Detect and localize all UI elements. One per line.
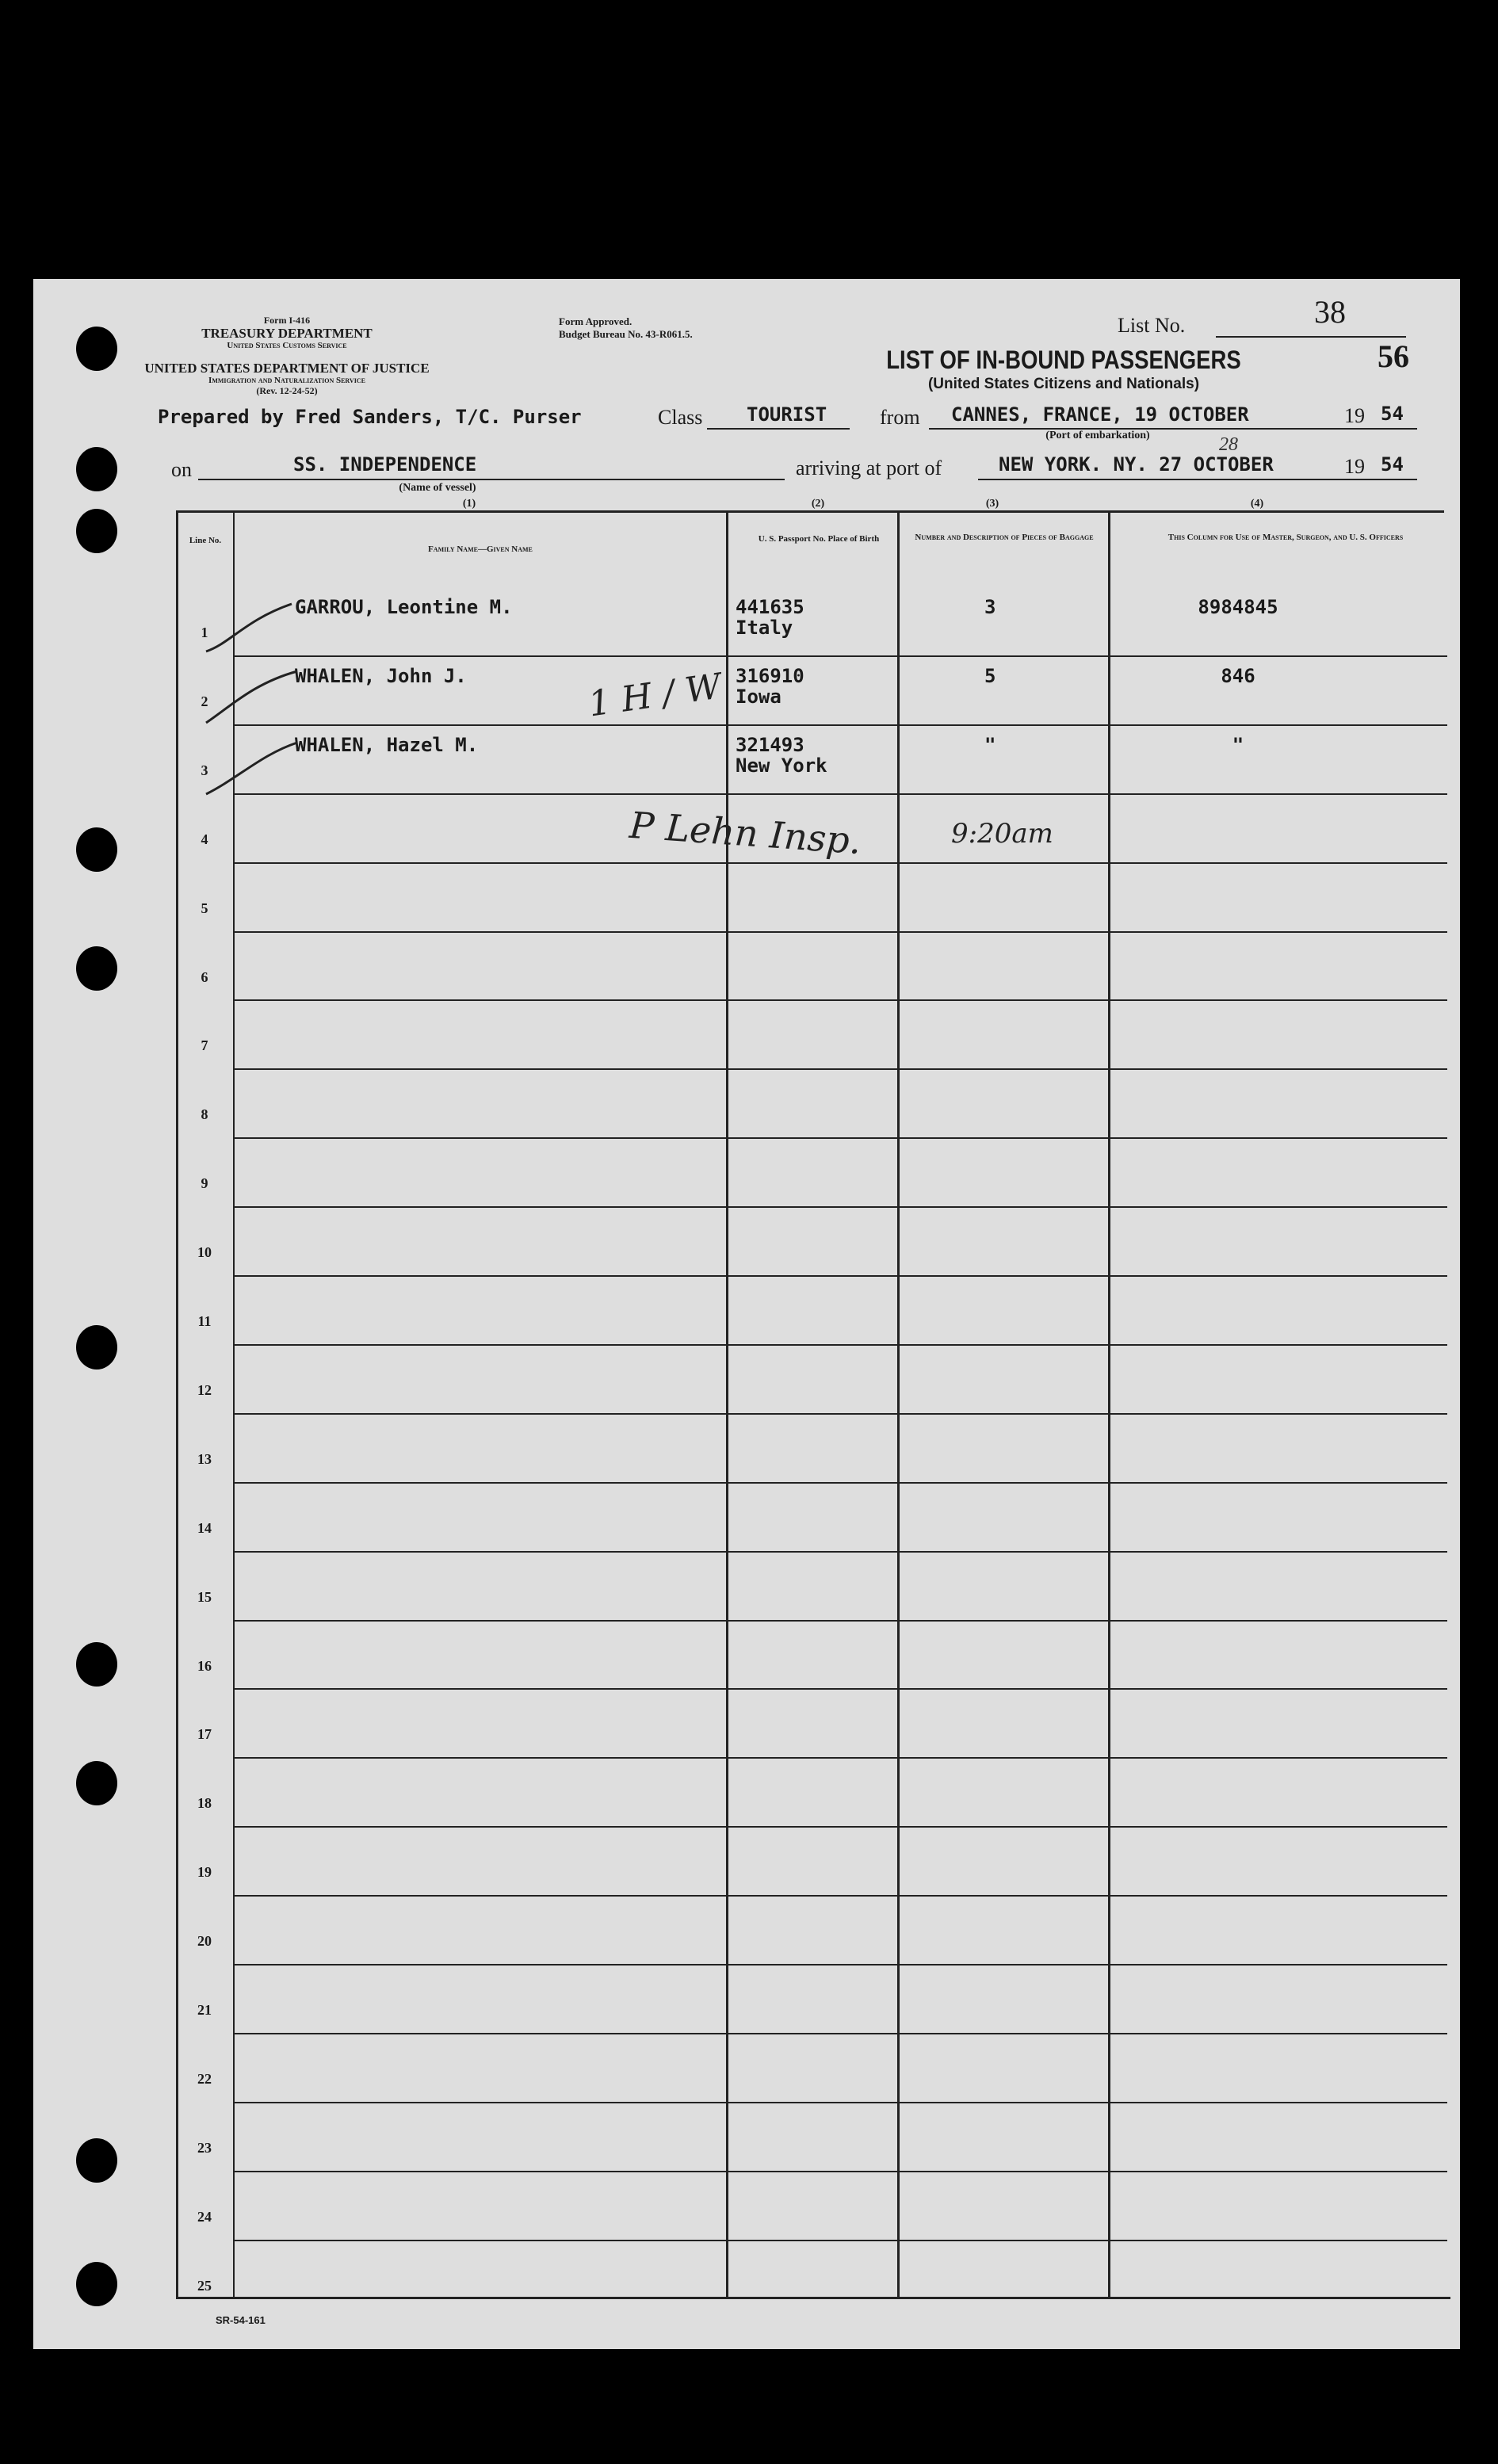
header-line-no: Line No. (189, 536, 222, 545)
inspector-signature: P Lehn Insp. (628, 803, 863, 863)
punch-hole (76, 2262, 117, 2306)
row-divider (235, 999, 1447, 1001)
line-number: 14 (197, 1520, 212, 1536)
col-num-1: (1) (462, 498, 476, 510)
table-bottom-border (176, 2297, 1450, 2299)
passport-number: 316910 (736, 665, 804, 687)
form-title: LIST OF IN-BOUND PASSENGERS (886, 346, 1241, 374)
row-divider (235, 1620, 1447, 1622)
revision: (Rev. 12-24-52) (256, 385, 318, 396)
row-divider (235, 1964, 1447, 1965)
line-number: 16 (197, 1658, 212, 1674)
arriving-label: arriving at port of (796, 457, 942, 479)
passenger-name: GARROU, Leontine M. (295, 596, 513, 618)
line-number: 3 (201, 762, 208, 778)
line-number: 23 (197, 2140, 212, 2156)
vessel-name: SS. INDEPENDENCE (293, 453, 477, 476)
line-number: 25 (197, 2278, 212, 2294)
line-number: 2 (201, 693, 208, 709)
from-label: from (880, 406, 920, 429)
arrival-value: NEW YORK. NY. 27 OCTOBER (999, 453, 1274, 476)
treasury-dept: TREASURY DEPARTMENT (201, 326, 373, 341)
line-number: 18 (197, 1795, 212, 1811)
row-divider (235, 1068, 1447, 1070)
dep-year: 54 (1381, 403, 1404, 425)
arr-year: 54 (1381, 453, 1404, 476)
line-number: 21 (197, 2002, 212, 2018)
line-number: 13 (197, 1451, 212, 1467)
col-divider (897, 510, 900, 2297)
row-divider (235, 793, 1447, 795)
header-passport: U. S. Passport No. Place of Birth (758, 534, 880, 544)
row-divider (235, 862, 1447, 864)
class-value: TOURIST (747, 403, 827, 426)
list-number: 38 (1314, 294, 1346, 330)
col-divider (726, 510, 728, 2297)
row-divider (235, 1344, 1447, 1346)
vessel-name-label: (Name of vessel) (399, 482, 476, 494)
punch-hole (76, 946, 117, 991)
list-no-label: List No. (1118, 314, 1186, 337)
col-num-3: (3) (985, 498, 999, 510)
col-num-2: (2) (811, 498, 825, 510)
line-number: 24 (197, 2209, 212, 2225)
officer-note: 846 (1221, 665, 1255, 687)
arr-year-prefix: 19 (1344, 455, 1365, 478)
inspection-time: 9:20am (951, 818, 1053, 850)
arr-year-underline (1373, 479, 1417, 480)
passenger-name: WHALEN, John J. (295, 665, 467, 687)
class-underline (707, 428, 850, 430)
budget-bureau: Budget Bureau No. 43-R061.5. (559, 328, 693, 340)
footer-code: SR-54-161 (216, 2314, 266, 2326)
birthplace: Italy (736, 617, 793, 639)
line-number: 19 (197, 1864, 212, 1880)
header-baggage: Number and Description of Pieces of Baggage (915, 533, 1094, 542)
check-marks (198, 596, 357, 802)
birthplace: Iowa (736, 686, 781, 708)
row-divider (235, 1206, 1447, 1208)
prepared-by: Prepared by Fred Sanders, T/C. Purser (158, 406, 582, 428)
col-num-4: (4) (1250, 498, 1264, 510)
arrival-correction: 28 (1219, 434, 1238, 455)
from-value: CANNES, FRANCE, 19 OCTOBER (951, 403, 1249, 426)
customs-service: United States Customs Service (227, 341, 347, 350)
punch-hole (76, 327, 117, 371)
birthplace: New York (736, 754, 827, 777)
port-embarkation-label: (Port of embarkation) (1045, 430, 1150, 441)
ins-service: Immigration and Naturalization Service (208, 376, 365, 385)
line-number: 10 (197, 1244, 212, 1260)
row-divider (235, 2171, 1447, 2172)
punch-hole (76, 447, 117, 491)
row-divider (235, 931, 1447, 933)
row-divider (235, 1895, 1447, 1897)
punch-hole (76, 827, 117, 872)
punch-hole (76, 1325, 117, 1370)
passport-number: 321493 (736, 734, 804, 756)
line-number: 22 (197, 2071, 212, 2087)
table-left-border (176, 510, 178, 2297)
punch-hole (76, 1642, 117, 1687)
line-number: 20 (197, 1933, 212, 1949)
manifest-page (33, 279, 1460, 2349)
line-number: 15 (197, 1589, 212, 1605)
passport-number: 441635 (736, 596, 804, 618)
row-divider (235, 1826, 1447, 1828)
row-divider (235, 1137, 1447, 1139)
line-number: 12 (197, 1382, 212, 1398)
line-number: 17 (197, 1726, 212, 1742)
officer-note: 8984845 (1198, 596, 1278, 618)
baggage-count: 5 (984, 665, 996, 687)
row-divider (235, 2033, 1447, 2034)
table-top-border (176, 510, 1444, 513)
header-family-name: Family Name—Given Name (428, 544, 533, 554)
on-label: on (171, 458, 192, 481)
line-number: 6 (201, 969, 208, 985)
punch-hole (76, 2138, 117, 2183)
header-officers: This Column for Use of Master, Surgeon, and U. S. Officers (1167, 533, 1404, 542)
vessel-underline (198, 479, 785, 480)
punch-hole (76, 1761, 117, 1805)
row-divider (235, 1688, 1447, 1690)
line-number: 11 (197, 1313, 212, 1329)
row-divider (235, 655, 1447, 657)
row-divider (235, 1482, 1447, 1484)
baggage-count: 3 (984, 596, 996, 618)
line-number: 5 (201, 900, 208, 916)
dep-year-prefix: 19 (1344, 404, 1365, 427)
row-divider (235, 1275, 1447, 1277)
dep-year-underline (1373, 428, 1417, 430)
line-number: 4 (201, 831, 208, 847)
line-number: 1 (201, 625, 208, 640)
form-number: Form I-416 (263, 315, 311, 326)
row-divider (235, 724, 1447, 726)
col-divider (1108, 510, 1110, 2297)
form-subtitle: (United States Citizens and Nationals) (927, 376, 1200, 392)
baggage-count: " (984, 734, 996, 756)
line-number: 8 (201, 1106, 208, 1122)
handwritten-annotation: 1 H / W (586, 666, 724, 725)
row-divider (235, 2240, 1447, 2241)
row-divider (235, 1413, 1447, 1415)
line-number: 9 (201, 1175, 208, 1191)
punch-hole (76, 509, 117, 553)
justice-dept: UNITED STATES DEPARTMENT OF JUSTICE (144, 361, 430, 376)
row-divider (235, 1757, 1447, 1759)
page-number: 56 (1378, 338, 1409, 374)
row-divider (235, 1551, 1447, 1553)
arrival-underline (978, 479, 1373, 480)
class-label: Class (658, 406, 703, 429)
form-approved: Form Approved. (559, 315, 632, 327)
officer-note: " (1232, 734, 1244, 756)
row-divider (235, 2102, 1447, 2103)
line-number: 7 (201, 1037, 208, 1053)
passenger-name: WHALEN, Hazel M. (295, 734, 479, 756)
